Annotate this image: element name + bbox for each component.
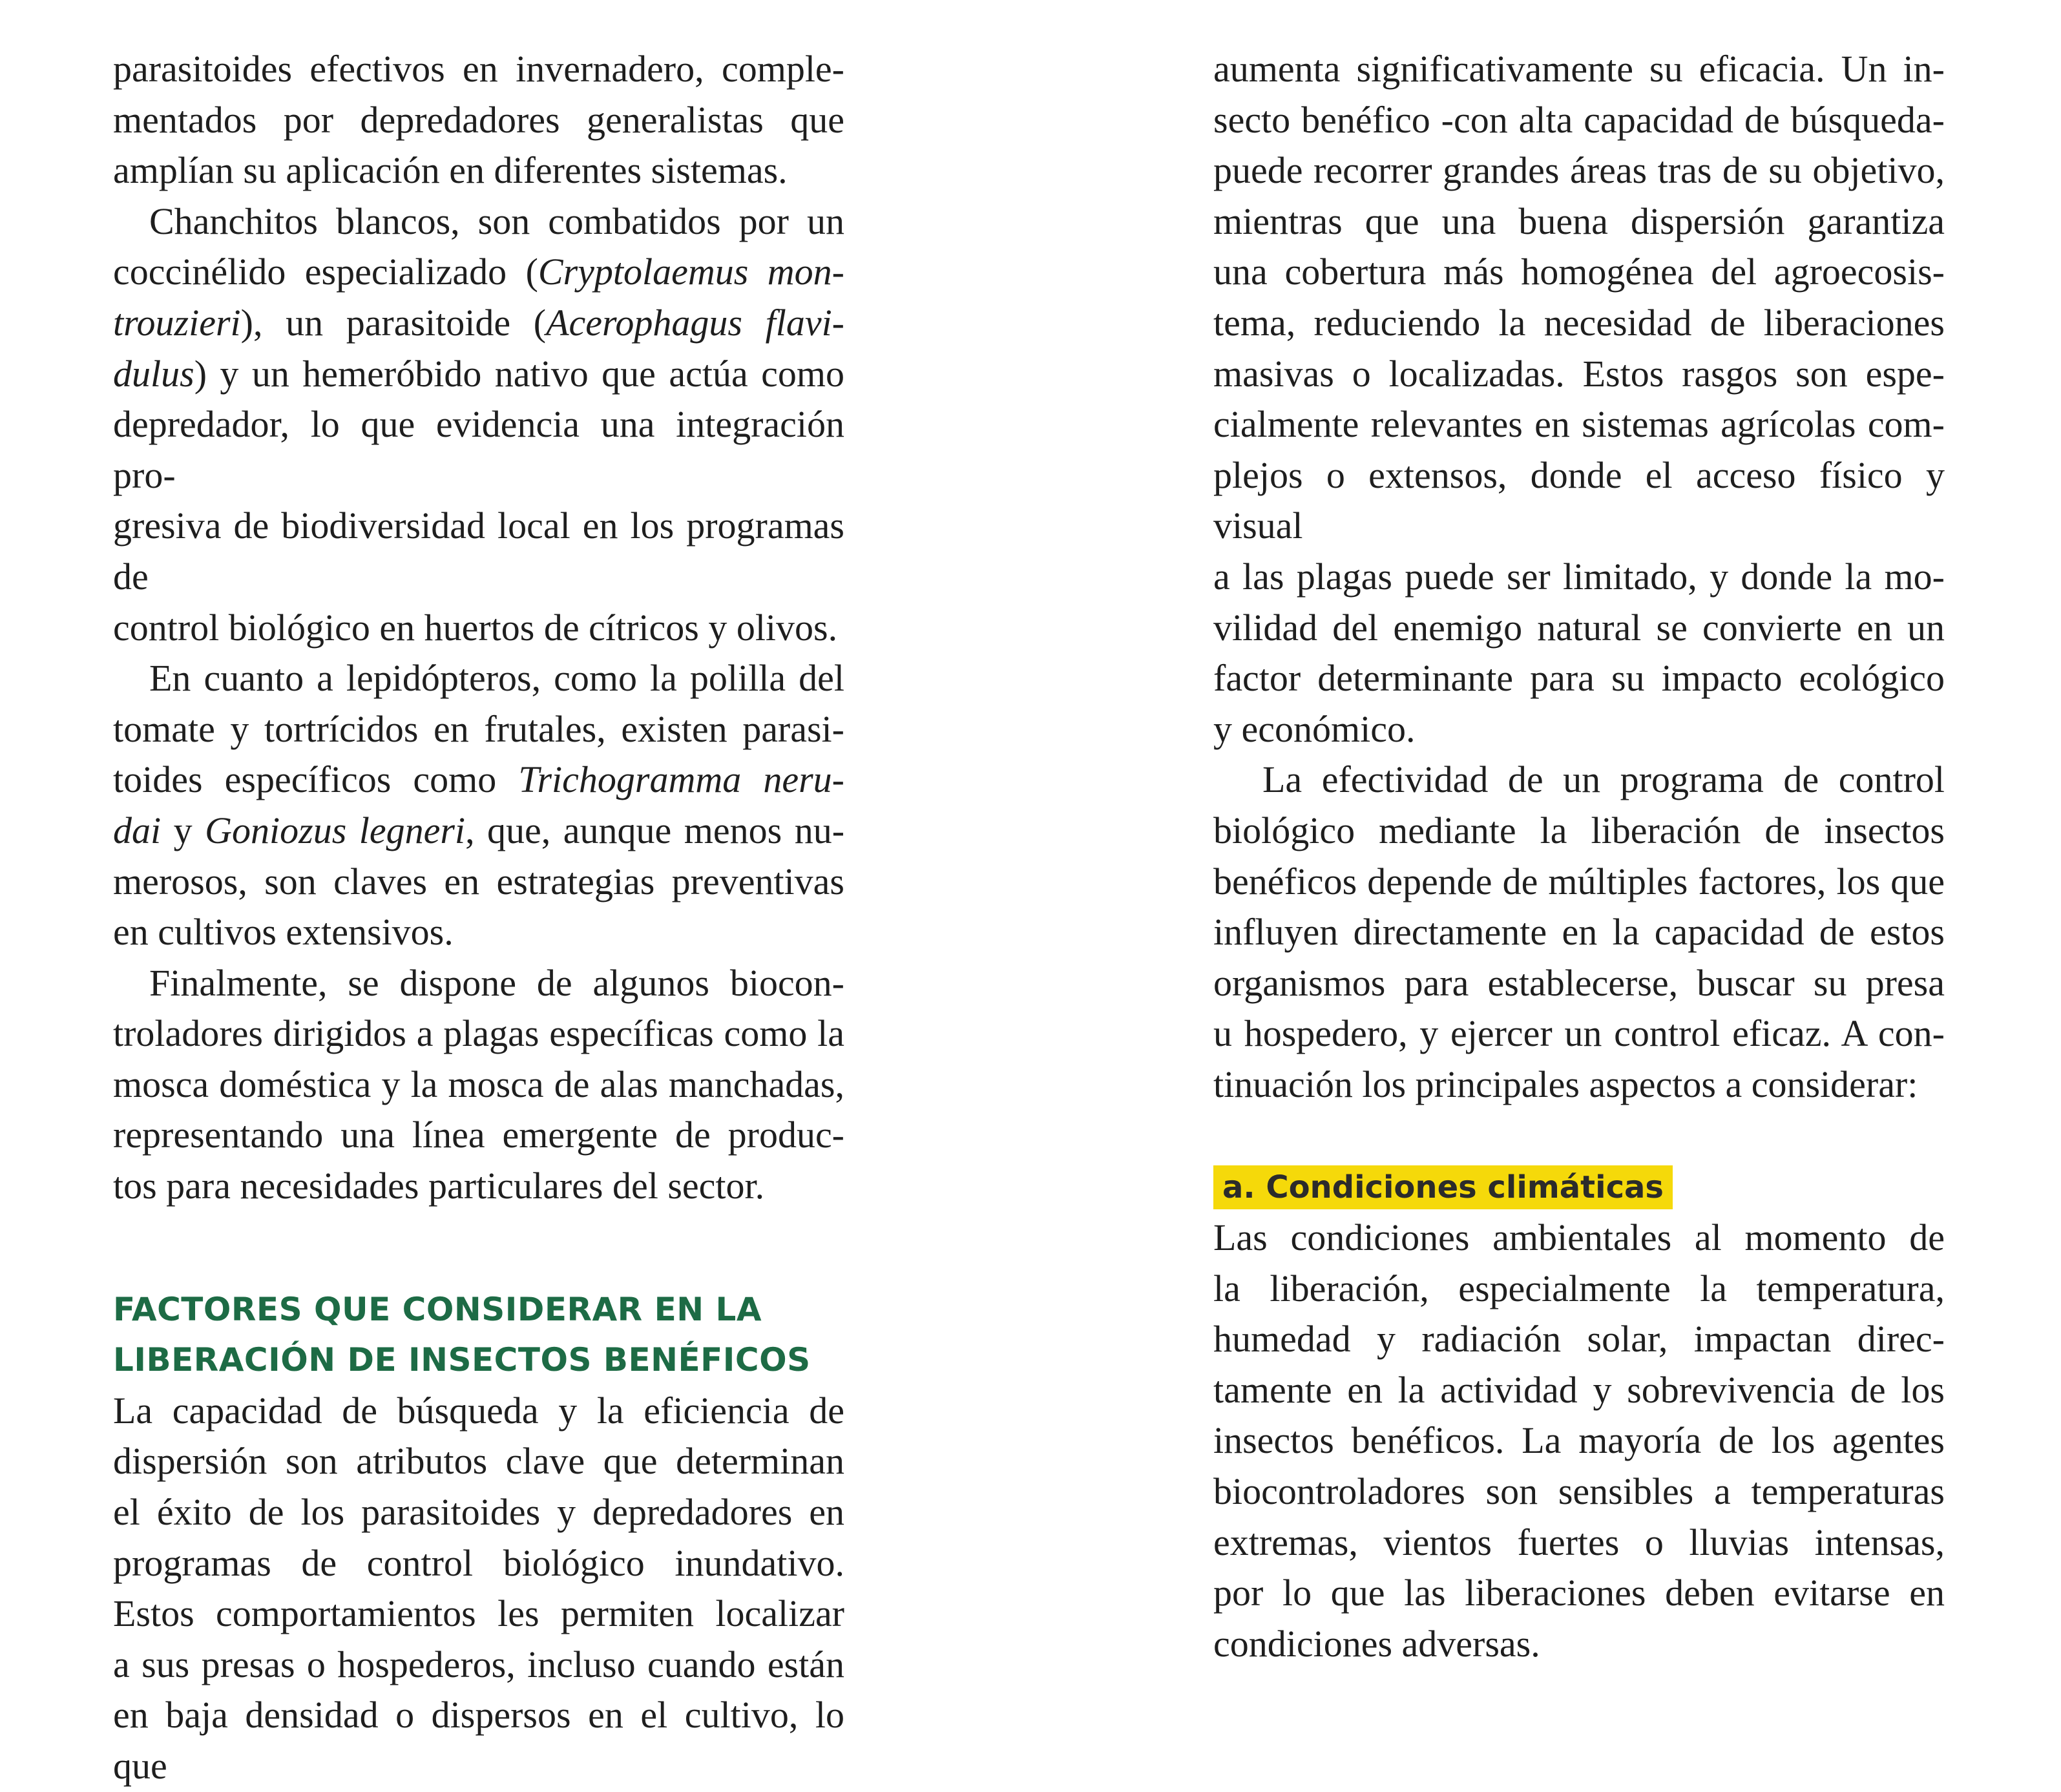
text-line xyxy=(113,247,844,298)
species-name: Trichogramma neru- xyxy=(518,758,844,801)
text-line: mientras que una buena dispersión garantiza xyxy=(1213,200,1945,242)
text-line: tamente en la actividad y sobrevivencia de los xyxy=(1213,1368,1945,1411)
text-line: por lo que las liberaciones deben evitarse en xyxy=(1213,1572,1945,1614)
text-line: aumenta significativamente su eficacia. Un in- xyxy=(1213,48,1945,90)
text-line: condiciones adversas. xyxy=(1213,1622,1540,1665)
text-line: plejos o extensos, donde el acceso físico y visual xyxy=(1213,453,1945,547)
species-name: Goniozus legneri xyxy=(205,809,466,851)
section-heading xyxy=(113,1284,844,1386)
text-line: organismos para establecerse, buscar su presa xyxy=(1213,961,1945,1004)
text-line: en baja densidad o dispersos en el cultivo, lo que xyxy=(113,1694,844,1787)
text-line: masivas o localizadas. Estos rasgos son espe- xyxy=(1213,352,1945,395)
heading-line: LIBERACIÓN DE INSECTOS BENÉFICOS xyxy=(113,1341,811,1379)
text-line xyxy=(113,298,844,349)
text-line: tomate y tortrícidos en frutales, existen parasi- xyxy=(113,707,844,750)
text-line: tinuación los principales aspectos a considerar: xyxy=(1213,1063,1918,1105)
text-line: troladores dirigidos a plagas específicas como la xyxy=(113,1012,844,1055)
text-line: programas de control biológico inundativo. xyxy=(113,1541,844,1584)
text-line: puede recorrer grandes áreas tras de su objetivo, xyxy=(1213,149,1945,192)
text-run: ) y un hemeróbido nativo que actúa como xyxy=(194,352,844,395)
text-line: cialmente relevantes en sistemas agrícolas com- xyxy=(1213,403,1945,446)
right-column xyxy=(1213,44,1945,1669)
heading-line: FACTORES QUE CONSIDERAR EN LA xyxy=(113,1290,762,1328)
species-name: Cryptolaemus mon- xyxy=(538,251,844,293)
text-line: depredador, lo que evidencia una integración pro- xyxy=(113,403,844,496)
text-line: el éxito de los parasitoides y depredadores en xyxy=(113,1491,844,1534)
text-line: benéficos depende de múltiples factores, los que xyxy=(1213,860,1945,902)
text-run: toides específicos como xyxy=(113,758,519,801)
text-line: u hospedero, y ejercer un control eficaz. A con- xyxy=(1213,1012,1945,1055)
text-line: gresiva de biodiversidad local en los programas de xyxy=(113,505,844,598)
text-line: La efectividad de un programa de control xyxy=(1262,758,1945,801)
text-line: secto benéfico -con alta capacidad de búsqueda- xyxy=(1213,98,1945,141)
paragraph-parasitoides xyxy=(113,44,844,196)
text-line: biocontroladores son sensibles a temperaturas xyxy=(1213,1470,1945,1513)
text-line: mosca doméstica y la mosca de alas manchadas, xyxy=(113,1063,844,1105)
text-line xyxy=(113,806,844,857)
text-line: influyen directamente en la capacidad de estos xyxy=(1213,911,1945,953)
paragraph-finalmente xyxy=(113,958,844,1212)
paragraph-chanchitos xyxy=(113,196,844,653)
text-run: ), un parasitoide ( xyxy=(240,301,547,344)
text-line: en cultivos extensivos. xyxy=(113,911,454,953)
text-line: Chanchitos blancos, son combatidos por un xyxy=(149,200,844,242)
text-line: insectos benéficos. La mayoría de los agentes xyxy=(1213,1419,1945,1462)
text-line: a las plagas puede ser limitado, y donde la mo- xyxy=(1213,555,1945,598)
text-line: Las condiciones ambientales al momento de xyxy=(1213,1216,1945,1259)
species-name: trouzieri xyxy=(113,301,241,344)
text-line: tema, reduciendo la necesidad de liberaciones xyxy=(1213,301,1945,344)
species-name: dulus xyxy=(113,352,194,395)
text-run: y xyxy=(161,809,205,851)
text-line: la liberación, especialmente la temperatura, xyxy=(1213,1267,1945,1309)
text-line: biológico mediante la liberación de insectos xyxy=(1213,809,1945,851)
text-line: dispersión son atributos clave que determinan xyxy=(113,1440,844,1483)
text-line: La capacidad de búsqueda y la eficiencia de xyxy=(113,1389,844,1432)
paragraph-capacidad-busqueda xyxy=(113,1386,844,1792)
text-line xyxy=(113,349,844,400)
text-run: coccinélido especializado ( xyxy=(113,251,538,293)
text-line: humedad y radiación solar, impactan direc- xyxy=(1213,1318,1945,1360)
text-line: amplían su aplicación en diferentes sistemas. xyxy=(113,149,788,192)
text-line: mentados por depredadores generalistas que xyxy=(113,98,844,141)
text-line: extremas, vientos fuertes o lluvias intensas, xyxy=(1213,1521,1945,1563)
text-line: factor determinante para su impacto ecológico xyxy=(1213,657,1945,700)
text-line: representando una línea emergente de produc- xyxy=(113,1114,844,1156)
left-column xyxy=(113,44,844,1792)
paragraph-lepidopteros xyxy=(113,653,844,958)
paragraph-eficacia xyxy=(1213,44,1945,755)
text-line: Finalmente, se dispone de algunos biocon- xyxy=(149,961,844,1004)
text-line: En cuanto a lepidópteros, como la polilla del xyxy=(149,657,844,700)
subheading-row xyxy=(1213,1162,1945,1213)
subheading-condiciones-climaticas: a. Condiciones climáticas xyxy=(1213,1165,1673,1209)
paragraph-efectividad xyxy=(1213,755,1945,1110)
text-line: y económico. xyxy=(1213,707,1416,750)
text-line: una cobertura más homogénea del agroecosis- xyxy=(1213,251,1945,293)
species-name: Acerophagus flavi- xyxy=(546,301,844,344)
text-line: a sus presas o hospederos, incluso cuando están xyxy=(113,1643,844,1685)
text-line: vilidad del enemigo natural se convierte en un xyxy=(1213,606,1945,649)
species-name: dai xyxy=(113,809,162,851)
text-line: Estos comportamientos les permiten localizar xyxy=(113,1592,844,1635)
text-run: , que, aunque menos nu- xyxy=(465,809,845,851)
text-line: parasitoides efectivos en invernadero, comple- xyxy=(113,48,844,90)
text-line: tos para necesidades particulares del sector. xyxy=(113,1165,765,1207)
text-line xyxy=(113,755,844,806)
paragraph-condiciones-ambientales xyxy=(1213,1213,1945,1669)
text-line: merosos, son claves en estrategias preventivas xyxy=(113,860,844,902)
text-line: control biológico en huertos de cítricos y olivos. xyxy=(113,606,838,649)
